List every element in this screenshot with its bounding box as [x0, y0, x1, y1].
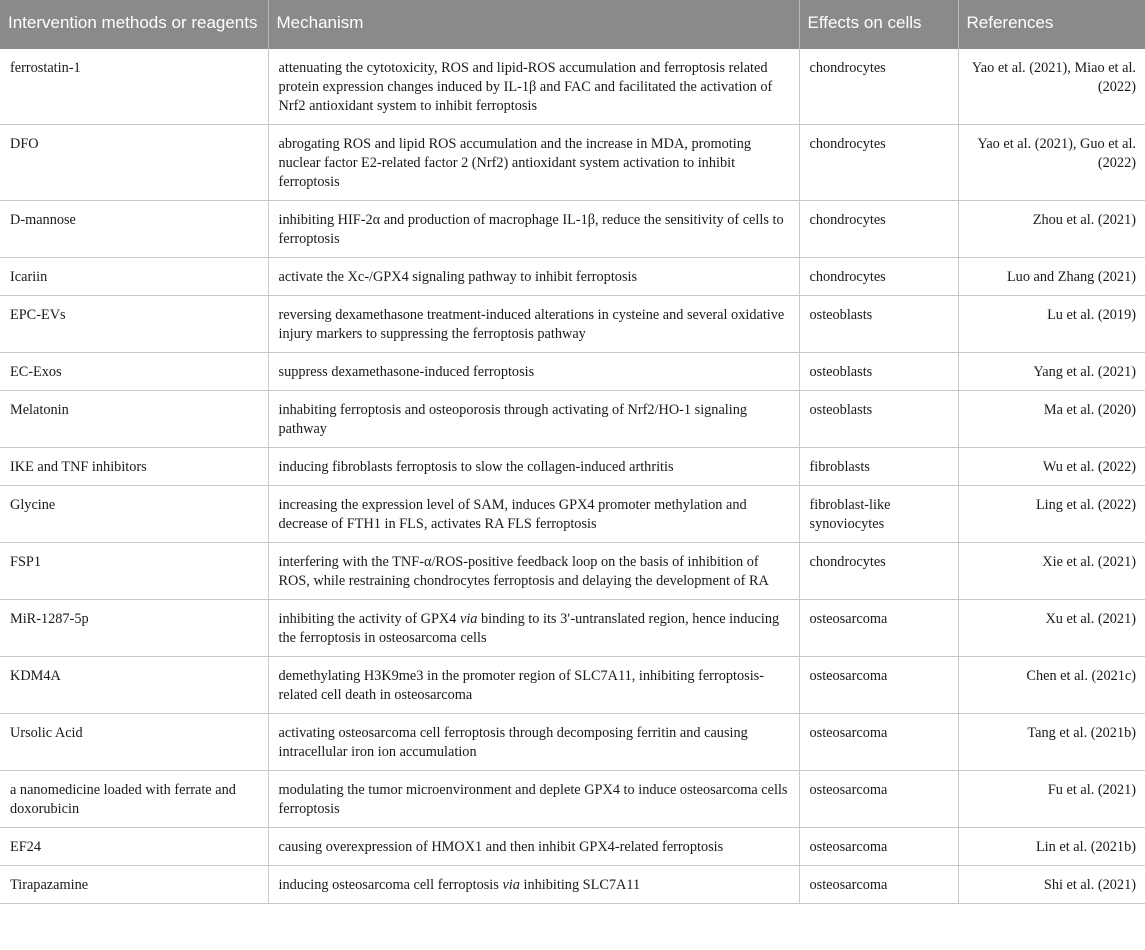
cell-effect: osteosarcoma	[799, 600, 958, 657]
table-row	[0, 771, 1145, 828]
table-row	[0, 201, 1145, 258]
cell-mechanism: causing overexpression of HMOX1 and then inhibit GPX4-related ferroptosis	[268, 828, 799, 866]
cell-effect: osteoblasts	[799, 296, 958, 353]
cell-method: DFO	[0, 125, 268, 201]
table-row	[0, 486, 1145, 543]
cell-mechanism: abrogating ROS and lipid ROS accumulation and the increase in MDA, promoting nuclear factor E2-related factor 2 (Nrf2) antioxidant system activation to inhibit ferroptosis	[268, 125, 799, 201]
cell-method: ferrostatin-1	[0, 49, 268, 125]
cell-reference: Zhou et al. (2021)	[958, 201, 1145, 258]
cell-effect: chondrocytes	[799, 49, 958, 125]
table-row	[0, 391, 1145, 448]
cell-method: Ursolic Acid	[0, 714, 268, 771]
cell-effect: osteosarcoma	[799, 771, 958, 828]
cell-method: Glycine	[0, 486, 268, 543]
table-row	[0, 714, 1145, 771]
cell-mechanism: activate the Xc-/GPX4 signaling pathway to inhibit ferroptosis	[268, 258, 799, 296]
cell-mechanism: inducing fibroblasts ferroptosis to slow the collagen-induced arthritis	[268, 448, 799, 486]
cell-reference: Yao et al. (2021), Guo et al. (2022)	[958, 125, 1145, 201]
cell-mechanism: demethylating H3K9me3 in the promoter region of SLC7A11, inhibiting ferroptosis-related cell death in osteosarcoma	[268, 657, 799, 714]
header-methods: Intervention methods or reagents	[0, 0, 268, 49]
cell-reference: Tang et al. (2021b)	[958, 714, 1145, 771]
cell-method: EPC-EVs	[0, 296, 268, 353]
cell-reference: Ma et al. (2020)	[958, 391, 1145, 448]
cell-method: Melatonin	[0, 391, 268, 448]
cell-method: MiR-1287-5p	[0, 600, 268, 657]
cell-mechanism: modulating the tumor microenvironment and deplete GPX4 to induce osteosarcoma cells ferroptosis	[268, 771, 799, 828]
cell-effect: chondrocytes	[799, 543, 958, 600]
table-row	[0, 296, 1145, 353]
header-effects: Effects on cells	[799, 0, 958, 49]
cell-mechanism: inducing osteosarcoma cell ferroptosis via inhibiting SLC7A11	[268, 866, 799, 904]
cell-effect: fibroblasts	[799, 448, 958, 486]
cell-effect: fibroblast-like synoviocytes	[799, 486, 958, 543]
table-header	[0, 0, 1145, 49]
cell-effect: chondrocytes	[799, 125, 958, 201]
cell-mechanism: interfering with the TNF-α/ROS-positive feedback loop on the basis of inhibition of ROS, while restraining chondrocytes ferroptosis and delaying the development of RA	[268, 543, 799, 600]
cell-method: EF24	[0, 828, 268, 866]
header-references: References	[958, 0, 1145, 49]
table-row	[0, 353, 1145, 391]
cell-reference: Ling et al. (2022)	[958, 486, 1145, 543]
cell-method: FSP1	[0, 543, 268, 600]
cell-reference: Xie et al. (2021)	[958, 543, 1145, 600]
table-row	[0, 657, 1145, 714]
table-row	[0, 49, 1145, 125]
cell-effect: osteoblasts	[799, 391, 958, 448]
cell-mechanism: suppress dexamethasone-induced ferroptosis	[268, 353, 799, 391]
cell-effect: osteosarcoma	[799, 828, 958, 866]
cell-method: Tirapazamine	[0, 866, 268, 904]
table-row	[0, 600, 1145, 657]
cell-reference: Wu et al. (2022)	[958, 448, 1145, 486]
cell-mechanism: increasing the expression level of SAM, induces GPX4 promoter methylation and decrease of FTH1 in FLS, activates RA FLS ferroptosis	[268, 486, 799, 543]
cell-reference: Lin et al. (2021b)	[958, 828, 1145, 866]
cell-reference: Chen et al. (2021c)	[958, 657, 1145, 714]
cell-mechanism: attenuating the cytotoxicity, ROS and lipid-ROS accumulation and ferroptosis related protein expression changes induced by IL-1β and FAC and facilitated the activation of Nrf2 antioxidant system to inhibit ferroptosis	[268, 49, 799, 125]
cell-method: D-mannose	[0, 201, 268, 258]
table-row	[0, 828, 1145, 866]
cell-reference: Lu et al. (2019)	[958, 296, 1145, 353]
cell-method: Icariin	[0, 258, 268, 296]
cell-mechanism: inhabiting ferroptosis and osteoporosis through activating of Nrf2/HO-1 signaling pathway	[268, 391, 799, 448]
cell-reference: Fu et al. (2021)	[958, 771, 1145, 828]
cell-effect: osteosarcoma	[799, 866, 958, 904]
cell-method: EC-Exos	[0, 353, 268, 391]
cell-method: KDM4A	[0, 657, 268, 714]
cell-method: a nanomedicine loaded with ferrate and doxorubicin	[0, 771, 268, 828]
cell-mechanism: inhibiting HIF-2α and production of macrophage IL-1β, reduce the sensitivity of cells to ferroptosis	[268, 201, 799, 258]
cell-method: IKE and TNF inhibitors	[0, 448, 268, 486]
table-row	[0, 258, 1145, 296]
cell-mechanism: reversing dexamethasone treatment-induced alterations in cysteine and several oxidative injury markers to suppressing the ferroptosis pathway	[268, 296, 799, 353]
cell-reference: Yao et al. (2021), Miao et al. (2022)	[958, 49, 1145, 125]
table-row	[0, 125, 1145, 201]
table-row	[0, 543, 1145, 600]
cell-effect: osteoblasts	[799, 353, 958, 391]
cell-reference: Shi et al. (2021)	[958, 866, 1145, 904]
cell-reference: Luo and Zhang (2021)	[958, 258, 1145, 296]
header-row	[0, 0, 1145, 49]
cell-mechanism: inhibiting the activity of GPX4 via binding to its 3′-untranslated region, hence inducing the ferroptosis in osteosarcoma cells	[268, 600, 799, 657]
table-row	[0, 866, 1145, 904]
table-row	[0, 448, 1145, 486]
cell-effect: chondrocytes	[799, 258, 958, 296]
cell-reference: Xu et al. (2021)	[958, 600, 1145, 657]
cell-effect: osteosarcoma	[799, 657, 958, 714]
table-body	[0, 49, 1145, 904]
cell-mechanism: activating osteosarcoma cell ferroptosis through decomposing ferritin and causing intracellular iron ion accumulation	[268, 714, 799, 771]
cell-reference: Yang et al. (2021)	[958, 353, 1145, 391]
header-mechanism: Mechanism	[268, 0, 799, 49]
cell-effect: osteosarcoma	[799, 714, 958, 771]
cell-effect: chondrocytes	[799, 201, 958, 258]
